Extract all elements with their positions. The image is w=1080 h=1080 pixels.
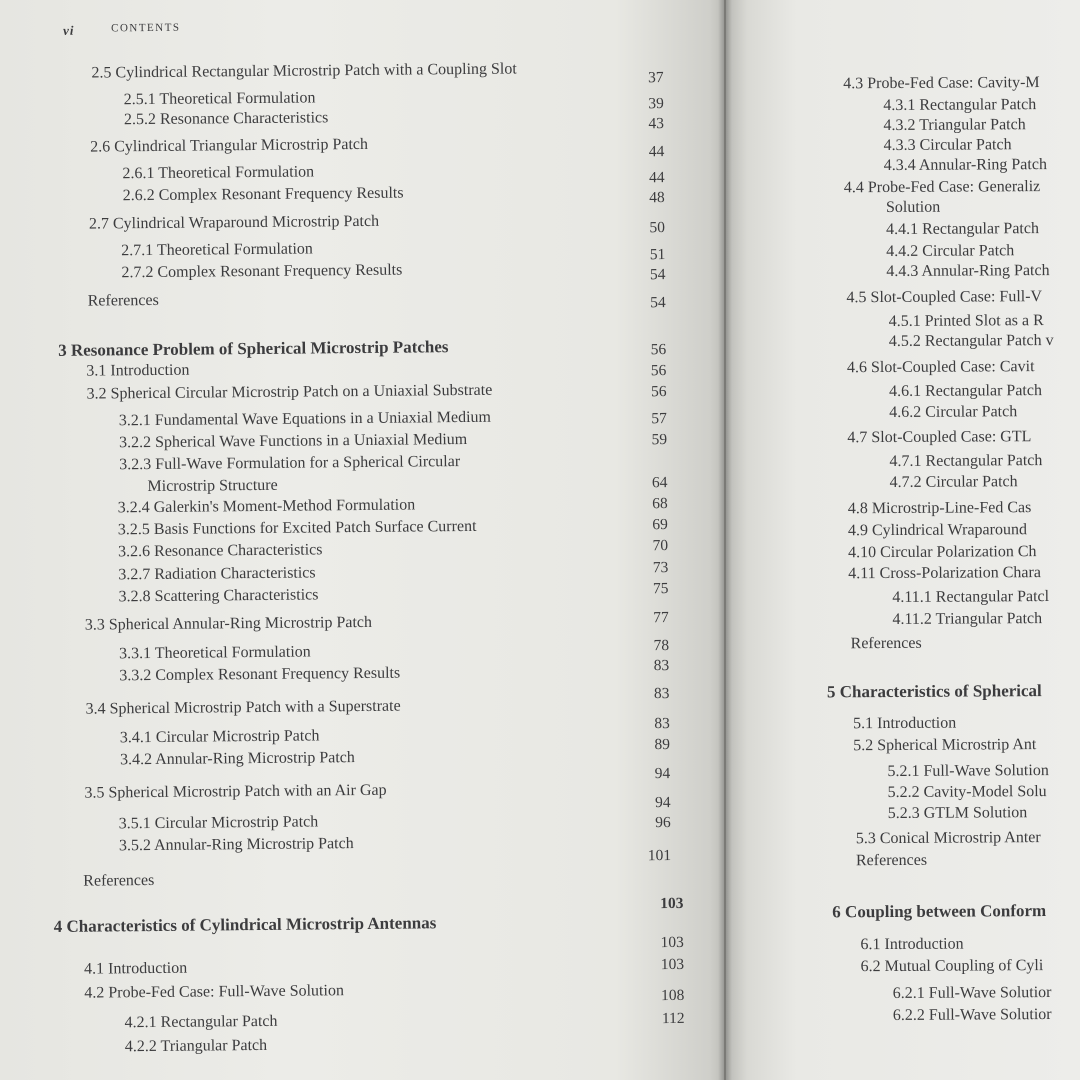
toc-entry-page: 56 bbox=[650, 362, 667, 380]
toc-entry-page: 44 bbox=[648, 169, 665, 187]
toc-entry-text: 2.5.1 Theoretical Formulation bbox=[123, 89, 316, 109]
toc-chapter-heading: 5 Characteristics of Spherical bbox=[826, 681, 1042, 702]
toc-entry-text: 5.1 Introduction bbox=[853, 714, 957, 733]
toc-entry-text: 5.2.3 GTLM Solution bbox=[887, 804, 1028, 823]
toc-entry-text: 4.4.1 Rectangular Patch bbox=[886, 220, 1039, 239]
toc-entry-text: 4.11.1 Rectangular Patcl bbox=[892, 588, 1050, 606]
toc-entry-text: 3.4.1 Circular Microstrip Patch bbox=[119, 727, 320, 747]
toc-entry-text: 3.2.1 Fundamental Wave Equations in a Uniaxial Medium bbox=[118, 408, 492, 430]
toc-entry-text: 2.7 Cylindrical Wraparound Microstrip Patch bbox=[88, 212, 380, 233]
toc-entry-page: 83 bbox=[653, 657, 670, 675]
toc-entry-page: 103 bbox=[660, 955, 685, 974]
toc-entry-text: 3.3.2 Complex Resonant Frequency Results bbox=[119, 664, 401, 685]
toc-entry-page: 77 bbox=[653, 609, 669, 627]
toc-entry-text: 5.2.2 Cavity-Model Solu bbox=[887, 783, 1047, 802]
toc-entry-text: References bbox=[87, 291, 159, 310]
toc-entry-text: 3.2.3 Full-Wave Formulation for a Spherical Circular bbox=[119, 453, 461, 474]
toc-chapter-heading: 3 Resonance Problem of Spherical Microstrip Patches bbox=[58, 337, 449, 360]
toc-entry-text: 6.2.1 Full-Wave Solutior bbox=[892, 984, 1052, 1002]
toc-entry-text: 4.3.1 Rectangular Patch bbox=[883, 96, 1037, 115]
toc-entry-text: 3.3.1 Theoretical Formulation bbox=[118, 643, 311, 663]
toc-entry-text: 4.6.2 Circular Patch bbox=[889, 403, 1018, 422]
toc-entry-text: 4.11.2 Triangular Patch bbox=[892, 610, 1043, 628]
toc-entry-text: 2.7.1 Theoretical Formulation bbox=[121, 240, 313, 260]
toc-entry-text: 4.7 Slot-Coupled Case: GTL bbox=[847, 428, 1032, 447]
right-page-content bbox=[726, 0, 1080, 1080]
toc-entry-page: 103 bbox=[660, 933, 684, 952]
toc-entry-page: 48 bbox=[649, 189, 665, 207]
toc-entry-text: 3.4 Spherical Microstrip Patch with a Superstrate bbox=[85, 697, 401, 718]
toc-entry-text: 3.5.2 Annular-Ring Microstrip Patch bbox=[118, 835, 354, 855]
toc-entry-text: 3.2.8 Scattering Characteristics bbox=[118, 586, 319, 606]
toc-entry-text: 4.4 Probe-Fed Case: Generaliz bbox=[843, 178, 1041, 197]
toc-entry-text: 4.3.2 Triangular Patch bbox=[883, 116, 1026, 135]
toc-entry-text: 4.2.2 Triangular Patch bbox=[124, 1036, 268, 1056]
toc-entry-text: 4.9 Cylindrical Wraparound bbox=[847, 521, 1028, 540]
toc-entry-text: Solution bbox=[885, 198, 941, 217]
toc-entry-text: 4.2 Probe-Fed Case: Full-Wave Solution bbox=[84, 982, 344, 1002]
toc-entry-text: 4.6 Slot-Coupled Case: Cavit bbox=[846, 358, 1035, 377]
toc-entry-page: 37 bbox=[647, 69, 664, 87]
toc-entry-text: 3.2.6 Resonance Characteristics bbox=[118, 541, 323, 561]
toc-entry-text: 4.5.2 Rectangular Patch v bbox=[888, 331, 1054, 351]
toc-entry-text: 4.6.1 Rectangular Patch bbox=[889, 382, 1042, 401]
toc-entry-text: 4.8 Microstrip-Line-Fed Cas bbox=[847, 499, 1032, 518]
toc-entry-text: 3.1 Introduction bbox=[86, 361, 190, 380]
toc-entry-page: 51 bbox=[649, 246, 666, 264]
toc-entry-text: 4.2.1 Rectangular Patch bbox=[124, 1012, 278, 1032]
toc-entry-page: 83 bbox=[653, 685, 670, 703]
toc-entry-text: 3.2.7 Radiation Characteristics bbox=[118, 564, 316, 584]
toc-entry-text: 6.2 Mutual Coupling of Cyli bbox=[860, 957, 1044, 976]
toc-entry-page: 50 bbox=[649, 219, 666, 237]
toc-entry-page: 94 bbox=[654, 765, 671, 783]
toc-entry-page: 56 bbox=[650, 341, 667, 359]
toc-entry-page: 101 bbox=[647, 847, 672, 865]
page-number: vi bbox=[63, 22, 75, 38]
toc-entry-text: 3.2 Spherical Circular Microstrip Patch on a Uniaxial Substrate bbox=[86, 381, 493, 403]
toc-entry-page: 57 bbox=[651, 410, 667, 428]
book-gutter-shadow bbox=[718, 0, 732, 1080]
toc-entry-page: 59 bbox=[651, 431, 668, 449]
toc-entry-page: 89 bbox=[654, 736, 671, 754]
toc-entry-text: 2.6.2 Complex Resonant Frequency Results bbox=[122, 184, 404, 205]
toc-entry-text: 6.1 Introduction bbox=[860, 935, 964, 954]
toc-entry-text: 6.2.2 Full-Wave Solutior bbox=[892, 1006, 1052, 1024]
toc-entry-page: 68 bbox=[652, 495, 668, 513]
toc-entry-page: 54 bbox=[649, 266, 666, 284]
toc-entry-page: 78 bbox=[653, 637, 670, 655]
toc-entry-page: 83 bbox=[654, 715, 670, 733]
right-book-page bbox=[726, 0, 1080, 1080]
toc-entry-text: 3.5 Spherical Microstrip Patch with an Air Gap bbox=[84, 781, 387, 802]
toc-chapter-heading: 4 Characteristics of Cylindrical Microstrip Antennas bbox=[53, 913, 437, 936]
toc-entry-text: 4.10 Circular Polarization Ch bbox=[848, 543, 1037, 562]
toc-entry-text: 3.4.2 Annular-Ring Microstrip Patch bbox=[120, 749, 355, 769]
toc-entry-page: 69 bbox=[652, 516, 668, 534]
toc-entry-page: 43 bbox=[648, 115, 665, 133]
toc-entry-text: 4.3 Probe-Fed Case: Cavity-M bbox=[843, 74, 1040, 93]
toc-entry-text: 2.6 Cylindrical Triangular Microstrip Patch bbox=[90, 135, 369, 156]
toc-entry-text: 3.2.4 Galerkin's Moment-Method Formulation bbox=[117, 496, 416, 517]
toc-entry-text: 4.4.3 Annular-Ring Patch bbox=[886, 262, 1050, 281]
toc-entry-page: 56 bbox=[651, 383, 667, 401]
toc-entry-text: 3.2.2 Spherical Wave Functions in a Uniaxial Medium bbox=[118, 430, 468, 452]
toc-entry-text: 2.5 Cylindrical Rectangular Microstrip Patch with a Coupling Slot bbox=[91, 60, 517, 82]
toc-entry-text: 4.7.1 Rectangular Patch bbox=[889, 452, 1043, 470]
running-head: CONTENTS bbox=[111, 21, 181, 35]
toc-entry-page: 96 bbox=[655, 814, 671, 832]
toc-entry-text: 3.3 Spherical Annular-Ring Microstrip Patch bbox=[84, 613, 373, 634]
toc-entry-page: 108 bbox=[661, 986, 685, 1005]
toc-entry-page: 70 bbox=[652, 537, 669, 555]
toc-entry-text: 4.5 Slot-Coupled Case: Full-V bbox=[846, 288, 1043, 307]
toc-entry-page: 103 bbox=[660, 894, 684, 913]
toc-entry-text: References bbox=[855, 851, 928, 870]
toc-entry-text: 2.5.2 Resonance Characteristics bbox=[123, 109, 329, 129]
toc-entry-text: 3.5.1 Circular Microstrip Patch bbox=[118, 813, 319, 833]
toc-entry-page: 54 bbox=[650, 294, 666, 312]
toc-entry-text: 5.3 Conical Microstrip Anter bbox=[855, 829, 1041, 848]
toc-entry-text: 5.2.1 Full-Wave Solution bbox=[887, 762, 1049, 781]
toc-entry-text: 4.3.4 Annular-Ring Patch bbox=[883, 156, 1047, 175]
toc-entry-page: 64 bbox=[651, 474, 668, 492]
toc-entry-page: 73 bbox=[652, 559, 669, 577]
toc-entry-page: 112 bbox=[661, 1009, 685, 1028]
toc-chapter-heading: 6 Coupling between Conform bbox=[832, 901, 1047, 922]
toc-entry-page: 44 bbox=[648, 143, 665, 161]
toc-entry-text: 2.6.1 Theoretical Formulation bbox=[122, 163, 315, 183]
toc-entry-text: References bbox=[83, 871, 155, 890]
toc-entry-page: 94 bbox=[654, 794, 671, 812]
toc-entry-text: 4.1 Introduction bbox=[84, 959, 188, 978]
toc-entry-text: 5.2 Spherical Microstrip Ant bbox=[853, 736, 1037, 755]
toc-entry-text: References bbox=[850, 634, 922, 653]
toc-entry-text: 2.7.2 Complex Resonant Frequency Results bbox=[121, 261, 403, 282]
toc-entry-text: Microstrip Structure bbox=[147, 476, 278, 496]
toc-entry-text: 4.7.2 Circular Patch bbox=[889, 473, 1018, 491]
toc-entry-text: 4.11 Cross-Polarization Chara bbox=[848, 564, 1041, 583]
toc-entry-page: 39 bbox=[648, 95, 664, 113]
toc-entry-page: 75 bbox=[652, 580, 669, 598]
toc-entry-text: 4.4.2 Circular Patch bbox=[886, 242, 1015, 261]
toc-entry-text: 3.2.5 Basis Functions for Excited Patch Surface Current bbox=[117, 517, 477, 539]
toc-entry-text: 4.3.3 Circular Patch bbox=[883, 136, 1012, 155]
toc-entry-text: 4.5.1 Printed Slot as a R bbox=[888, 312, 1044, 331]
